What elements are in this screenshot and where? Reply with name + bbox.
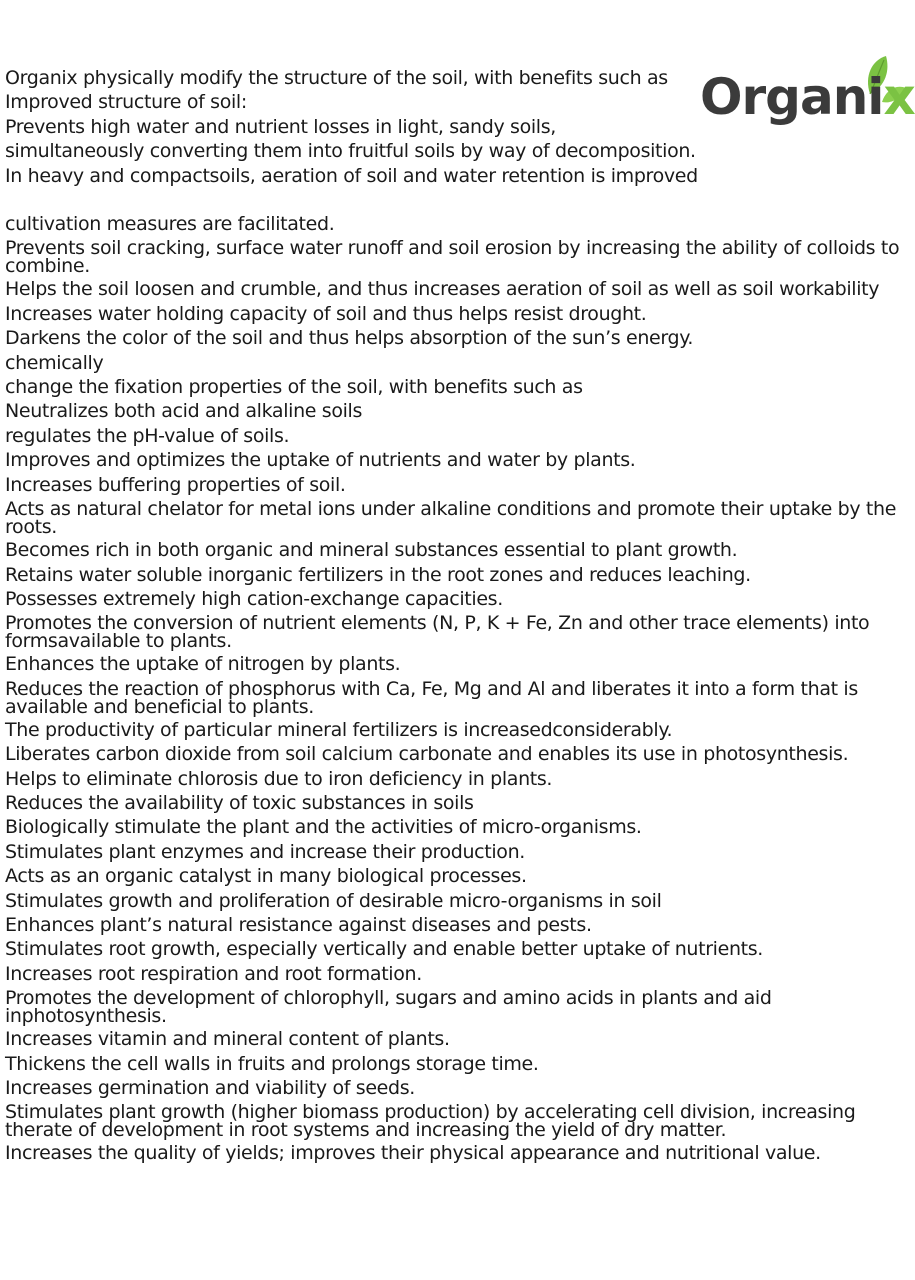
text-line: Increases root respiration and root formation.	[5, 962, 422, 985]
paragraph-gap	[5, 188, 905, 212]
text-line: Increases vitamin and mineral content of plants.	[5, 1028, 450, 1051]
logo-text-main: Organi	[700, 68, 884, 126]
text-line: The productivity of particular mineral fertilizers is increasedconsiderably.	[5, 718, 673, 741]
intro-section	[5, 66, 905, 188]
text-line: Improved structure of soil:	[5, 91, 247, 114]
text-line: Biologically stimulate the plant and the activities of micro-organisms.	[5, 816, 642, 839]
text-line: Liberates carbon dioxide from soil calcium carbonate and enables its use in photosynthesis.	[5, 743, 849, 766]
text-line: Increases water holding capacity of soil and thus helps resist drought.	[5, 302, 647, 325]
text-line: Stimulates growth and proliferation of desirable micro-organisms in soil	[5, 889, 662, 912]
text-line: chemically	[5, 351, 104, 374]
text-line: Possesses extremely high cation-exchange capacities.	[5, 587, 503, 610]
text-line: Becomes rich in both organic and mineral substances essential to plant growth.	[5, 539, 738, 562]
text-line: Prevents soil cracking, surface water runoff and soil erosion by increasing the ability of colloids to combine.	[5, 237, 900, 278]
text-line: simultaneously converting them into fruitful soils by way of decomposition.	[5, 140, 696, 163]
text-line: change the fixation properties of the soil, with benefits such as	[5, 376, 583, 399]
benefits-list	[5, 212, 905, 1166]
text-line: Reduces the reaction of phosphorus with Ca, Fe, Mg and Al and liberates it into a form that is available and beneficial to plants.	[5, 677, 858, 718]
text-line: regulates the pH-value of soils.	[5, 424, 290, 447]
logo-text-accent: x	[883, 68, 915, 126]
text-line: Helps the soil loosen and crumble, and thus increases aeration of soil as well as soil workability	[5, 278, 880, 301]
text-line: Enhances plant’s natural resistance against diseases and pests.	[5, 913, 592, 936]
text-line: cultivation measures are facilitated.	[5, 213, 335, 236]
text-line: Reduces the availability of toxic substances in soils	[5, 791, 474, 814]
text-line: Helps to eliminate chlorosis due to iron deficiency in plants.	[5, 767, 553, 790]
text-line: Darkens the color of the soil and thus helps absorption of the sun’s energy.	[5, 327, 694, 350]
text-line: Improves and optimizes the uptake of nutrients and water by plants.	[5, 449, 636, 472]
text-line: Organix physically modify the structure of the soil, with benefits such as	[5, 67, 668, 89]
text-line: Prevents high water and nutrient losses in light, sandy soils,	[5, 115, 556, 138]
text-line: Stimulates root growth, especially vertically and enable better uptake of nutrients.	[5, 938, 763, 961]
text-line: Promotes the development of chlorophyll, sugars and amino acids in plants and aid inphotosynthesis.	[5, 987, 772, 1028]
text-line: Promotes the conversion of nutrient elements (N, P, K + Fe, Zn and other trace elements) into formsavailable to plants.	[5, 612, 870, 653]
text-line: Neutralizes both acid and alkaline soils	[5, 400, 363, 423]
document-body	[5, 66, 905, 1166]
text-line: Stimulates plant growth (higher biomass production) by accelerating cell division, increasing therate of development in root systems and increasing the yield of dry matter.	[5, 1101, 856, 1142]
text-line: Enhances the uptake of nitrogen by plants.	[5, 653, 401, 676]
text-line: Acts as natural chelator for metal ions under alkaline conditions and promote their uptake by the roots.	[5, 498, 897, 539]
text-line: In heavy and compactsoils, aeration of soil and water retention is improved	[5, 164, 698, 187]
text-line: Increases buffering properties of soil.	[5, 473, 346, 496]
text-line: Increases the quality of yields; improves their physical appearance and nutritional value.	[5, 1142, 821, 1165]
text-line: Acts as an organic catalyst in many biological processes.	[5, 865, 527, 888]
text-line: Stimulates plant enzymes and increase their production.	[5, 840, 525, 863]
text-line: Increases germination and viability of seeds.	[5, 1077, 415, 1099]
text-line: Retains water soluble inorganic fertilizers in the root zones and reduces leaching.	[5, 563, 751, 586]
text-line: Thickens the cell walls in fruits and prolongs storage time.	[5, 1052, 539, 1075]
